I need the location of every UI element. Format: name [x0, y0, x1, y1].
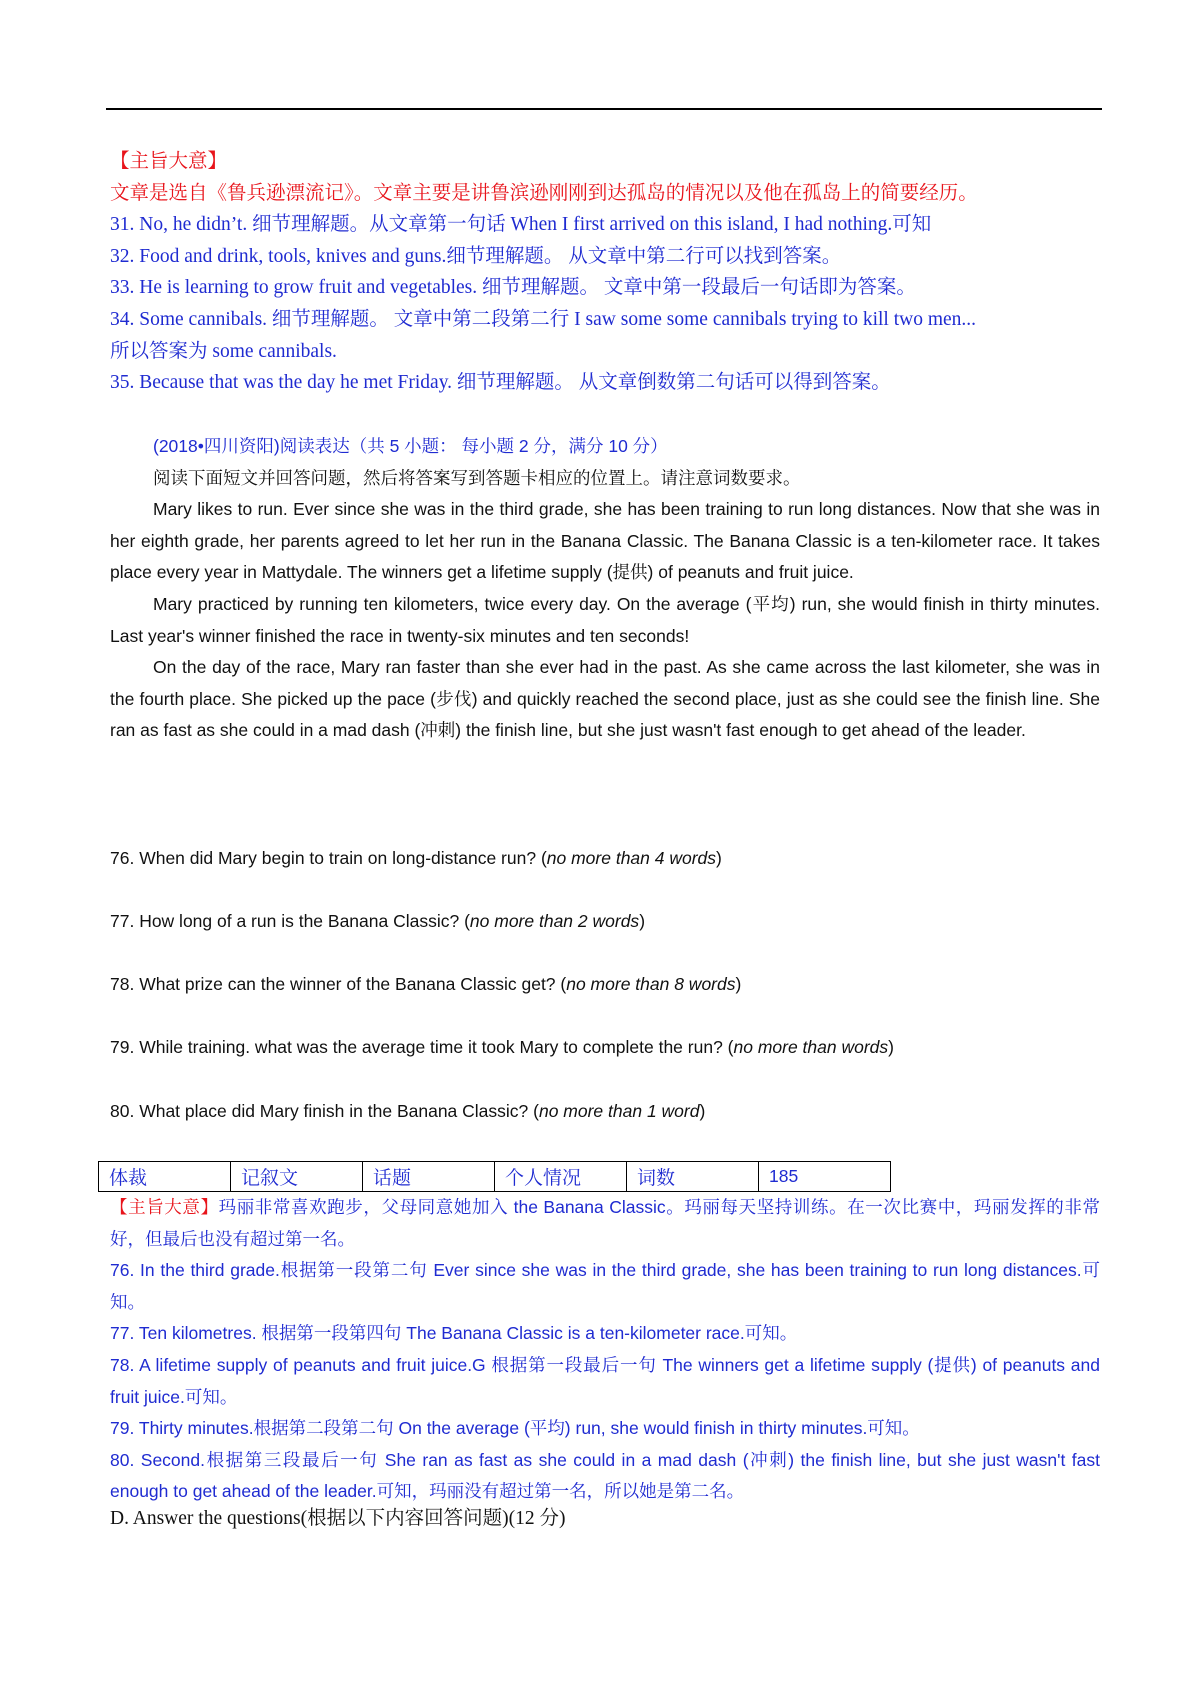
genre-value-cell: 记叙文: [231, 1162, 363, 1192]
topic-label-cell: 话题: [363, 1162, 495, 1192]
answer-35: 35. Because that was the day he met Friday. 细节理解题。 从文章倒数第二句话可以得到答案。: [110, 372, 891, 394]
question-80-text: 80. What place did Mary finish in the Banana Classic? (: [110, 1101, 539, 1121]
question-80-limit: no more than 1 word: [538, 1101, 700, 1121]
passage-paragraph-2: Mary practiced by running ten kilometers, twice every day. On the average (平均) run, she would finish in thirty minutes. Last year's winner finished the race in twenty-six minutes and ten seconds!: [110, 593, 1100, 646]
question-78: [110, 969, 1100, 999]
question-76: [110, 843, 1100, 873]
question-78-text: 78. What prize can the winner of the Banana Classic get? (: [110, 974, 567, 994]
answer-76: 76. In the third grade.根据第一段第二句 Ever since she was in the third grade, she has been training to run long distances.可知。: [110, 1260, 1100, 1312]
reading-passage-section: [110, 431, 1100, 747]
word-count-value-cell: 185: [759, 1162, 891, 1192]
answer-78: 78. A lifetime supply of peanuts and fruit juice.G 根据第一段最后一句 The winners get a lifetime supply (提供) of peanuts and fruit juice.可知。: [110, 1354, 1100, 1407]
question-79-text: 79. While training. what was the average time it took Mary to complete the run? (: [110, 1037, 734, 1057]
question-76-limit: no more than 4 words: [546, 848, 717, 868]
summary-text: 文章是选自《鲁兵逊漂流记》。文章主要是讲鲁滨逊刚刚到达孤岛的情况以及他在孤岛上的简要经历。: [110, 182, 978, 204]
summary-heading: 【主旨大意】: [110, 151, 228, 172]
question-77-close: ): [639, 911, 646, 931]
question-77: [110, 906, 1100, 936]
passage-paragraph-3: On the day of the race, Mary ran faster than she ever had in the past. As she came across the last kilometer, she was in the fourth place. She picked up the pace (步伐) and quickly reached the second place, just as she could see the finish line. She ran as fast as she could in a mad dash (冲刺) the finish line, but she just wasn't fast enough to get ahead of the leader.: [110, 657, 1100, 741]
question-77-limit: no more than 2 words: [469, 911, 640, 931]
answer-80: 80. Second.根据第三段最后一句 She ran as fast as she could in a mad dash (冲刺) the finish line, but she just wasn't fast enough to get ahead of the leader.可知，玛丽没有超过第一名，所以她是第二名。: [110, 1449, 1100, 1502]
passage-info-table: [98, 1161, 891, 1192]
word-count-label-cell: 词数: [627, 1162, 759, 1192]
answer-79: 79. Thirty minutes.根据第二段第二句 On the average (平均) run, she would finish in thirty minutes.可知。: [110, 1418, 920, 1439]
question-80-close: ): [699, 1101, 706, 1121]
question-76-close: ): [716, 848, 722, 868]
answer-34-continued: 所以答案为 some cannibals.: [110, 340, 337, 362]
summary-text-2: 玛丽非常喜欢跑步，父母同意她加入 the Banana Classic。玛丽每天坚持训练。在一次比赛中，玛丽发挥的非常好，但最后也没有超过第一名。: [110, 1197, 1100, 1249]
summary-heading-2: 【主旨大意】: [110, 1197, 219, 1217]
section-d-heading: D. Answer the questions(根据以下内容回答问题)(12 分): [110, 1508, 566, 1529]
answer-section-76-80: [110, 1192, 1100, 1508]
answer-section-31-35: [110, 146, 1100, 399]
question-79-close: ): [888, 1037, 894, 1057]
table-row: [99, 1162, 891, 1192]
question-79-limit: no more than words: [733, 1037, 889, 1057]
source-text: (2018•四川资阳)阅读表达（共 5 小题： 每小题 2 分，满分 10 分）: [153, 436, 668, 456]
passage-paragraph-1: Mary likes to run. Ever since she was in the third grade, she has been training to run long distances. Now that she was in her eighth grade, her parents agreed to let her run in the Banana Classic. The Banana Classic is a ten-kilometer race. It takes place every year in Mattydale. The winners get a lifetime supply (提供) of peanuts and fruit juice.: [110, 499, 1100, 583]
summary-paragraph: [110, 1192, 1100, 1255]
answer-31: 31. No, he didn’t. 细节理解题。从文章第一句话 When I first arrived on this island, I had nothing.可知: [110, 214, 932, 236]
question-79: [110, 1032, 1100, 1062]
question-78-limit: no more than 8 words: [566, 974, 736, 994]
answer-34: 34. Some cannibals. 细节理解题。 文章中第二段第二行 I saw some some cannibals trying to kill two men...: [110, 308, 977, 330]
topic-value-cell: 个人情况: [495, 1162, 627, 1192]
question-78-close: ): [735, 974, 742, 994]
instruction-line: 阅读下面短文并回答问题，然后将答案写到答题卡相应的位置上。请注意词数要求。: [153, 467, 801, 488]
answer-33: 33. He is learning to grow fruit and vegetables. 细节理解题。 文章中第一段最后一句话即为答案。: [110, 277, 916, 299]
answer-32: 32. Food and drink, tools, knives and guns.细节理解题。 从文章中第二行可以找到答案。: [110, 245, 842, 267]
header-rule: [106, 108, 1102, 110]
question-80: [110, 1096, 1100, 1126]
answer-77: 77. Ten kilometres. 根据第一段第四句 The Banana Classic is a ten-kilometer race.可知。: [110, 1323, 798, 1344]
question-76-text: 76. When did Mary begin to train on long-distance run? (: [110, 848, 547, 868]
question-77-text: 77. How long of a run is the Banana Classic? (: [110, 911, 470, 931]
source-line: [110, 431, 1100, 463]
genre-label-cell: 体裁: [99, 1162, 231, 1192]
